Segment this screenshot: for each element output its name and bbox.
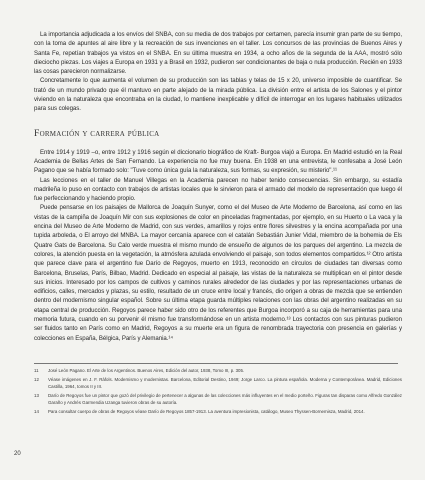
paragraph: La importancia adjudicada a los envíos del SNBA, con su media de dos trabajos por certamen, parecía insumir gran parte de su tiempo, con la toma de apuntes al aire libre y la recreación de sus invenciones en el taller. Los concursos de las provincias de Buenos Aires y Santa Fe, repetían trabajos ya vistos en el SNBA. En su última muestra en 1934, a ocho años de la segunda de la AAA, mostró sólo dieciocho piezas. Los viajes a Europa en 1931 y a Brasil en 1932, pudieron ser condicionantes de baja o nula producción. Recién en 1933 las cosas parecieron normalizarse. (34, 31, 402, 76)
footnote-number: 11 (34, 368, 39, 373)
paragraph: Puede pensarse en los paisajes de Mallorca de Joaquín Sunyer, como el del Museo de Arte Moderno de Barcelona, así como en las vistas de la campiña de Joaquín Mir con sus explosiones de color en pinceladas fragmentadas, por ejemplo, en su Huerto o La vaca y la encina del Museo de Arte Moderno de Madrid, con sus verdes, amarillos y rojos entre flores silvestres y la encina acompañada por una tupida arboleda, o El arroyo del MNBA. La mayor cercanía aparece con el catalán Sebastián Junier Vidal, miembro de la bohemia de Els Quatre Gats de Barcelona. Su Calo verde muestra el mismo mundo de ensueño de algunos de los parques del argentino. La mezcla de colores, la atención puesta en la vegetación, la atmósfera azulada envolviendo el paisaje, son todos elementos compartidos.¹² Otro artista que parece clave para el argentino fue Darío de Regoyos, muerto en 1913, reconocido en círculos de ciudades tan diversas como Barcelona, Bruselas, París, Bilbao, Madrid. Dedicado en especial al paisaje, las vistas de la naturaleza se multiplican en el pintor desde sus inicios. Interesado por los campos de cultivos y caminos rurales alrededor de las ciudades y por las representaciones urbanas de edificios, calles, mercados y plazas, su estilo, resultado de un cruce entre local y francés, dio origen a obras de mezcla que se entienden dentro del modernismo singular español. Sobre su última etapa guarda múltiples relaciones con las obras del argentino realizadas en su etapa central de producción. Regoyos parece haber sido otro de los referentes que Burgoa incorporó a su caja de herramientas para una memoria futura, cuando en su porvenir él mismo fue transformándose en un artista moderno.¹³ Los contactos con sus pinturas pudieron ser fluidos tanto en París como en Madrid, Regoyos a su muerte era un figura de renombrada trayectoria con presencia en galerías y colecciones en España, Bélgica, París y Alemania.¹⁴ (34, 204, 402, 342)
page-number: 20 (14, 451, 21, 457)
footnote (34, 368, 402, 374)
footnote (34, 393, 402, 406)
paragraph: Las lecciones en el taller de Manuel Villegas en la Academia parecen no haber tenido consecuencias. Sin embargo, su estadía madrileña lo puso en contacto con trabajos de artistas locales que le sirvieron para el armado del modelo de representación que luego él fue perfeccionando y haciendo propio. (34, 176, 402, 203)
footnote (34, 377, 402, 390)
footnote-text: Véase imágenes en J. F. Ràfols. Modernismo y modernistas. Barcelona, Editorial Destino, 1949; Jorge Larco. La pintura española. Moderna y Contemporánea. Madrid, Ediciones Castilla, 1964, tomos II y III. (48, 377, 402, 389)
footnote-text: Darío de Regoyos fue un pintor que gozó del privilegio de pertenecer a algunas de las colecciones más influyentes en el medio porteño. Figuras tan disparas como Alfredo González Garaño y Andrés Garmendia Uzanga tuvieron obras de su autoría. (48, 393, 402, 405)
footnotes (34, 363, 402, 419)
footnote-divider (34, 363, 398, 364)
footnote-number: 14 (34, 409, 39, 415)
section-heading: Formación y carrera pública (34, 127, 160, 139)
footnote-number: 12 (34, 377, 39, 383)
footnote-number: 13 (34, 393, 39, 399)
footnote (34, 409, 402, 415)
paragraph: Concretamente lo que aumenta el volumen de su producción son las tablas y telas de 15 x 20, universo imposible de cuantificar. Se trató de un mundo privado que él mantuvo en parte alejado de la mirada pública. La división entre el artista de los Salones y el pintor viviendo en la naturaleza que encontraba en la ciudad, lo mantiene inexplicable y difícil de interrogar en los lugares habituales utilizados para sus colegas. (34, 77, 402, 113)
footnote-text: Para consultar cuerpo de obras de Regoyos véase Darío de Regoyos 1857-1913. La aventura impresionista, catálogo, Museo Thyssen-Bornemisza, Madrid, 2014. (48, 409, 365, 415)
paragraph: Entre 1914 y 1919 –o, entre 1912 y 1916 según el diccionario biográfico de Kraft- Burgoa viajó a Europa. En Madrid estudió en la Real Academia de Bellas Artes de San Fernando. La experiencia no fue muy buena. En 1938 en una entrevista, le confesaba a José León Pagano que se había formado solo: "Tuve como única guía la naturaleza, sus formas, su expresión, su misterio".¹¹ (34, 148, 402, 175)
main-text-column (34, 30, 402, 343)
footnote-text: José León Pagano. El Arte de los Argentinos. Buenos Aires, Edición del autor, 1938, Tomo III, p. 305. (48, 368, 245, 373)
